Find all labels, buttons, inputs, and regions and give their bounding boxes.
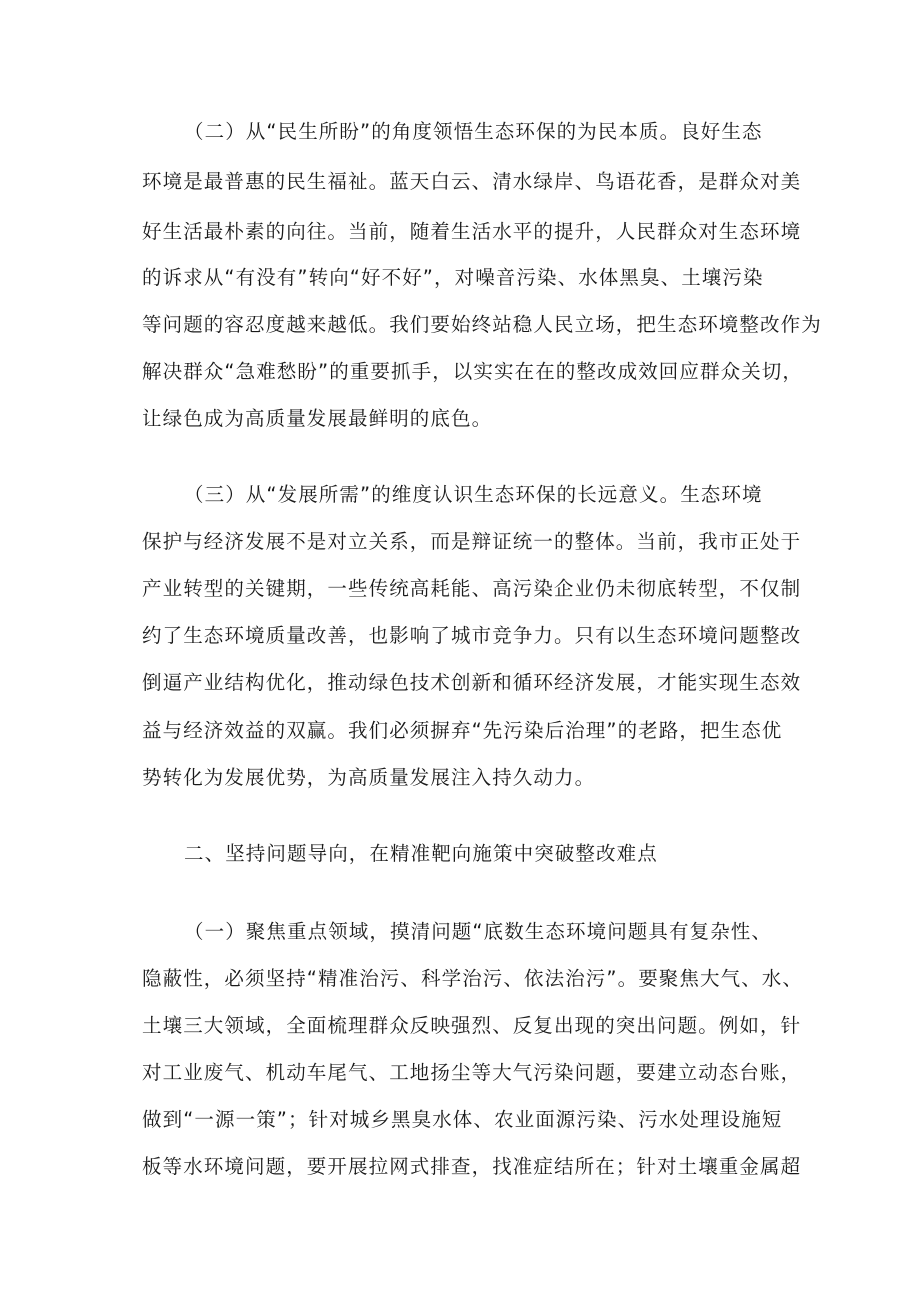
paragraph-line: 让绿色成为高质量发展最鲜明的底色。 [142, 407, 493, 430]
paragraph-line: 产业转型的关键期，一些传统高耗能、高污染企业仍未彻底转型，不仅制 [142, 577, 802, 600]
paragraph-line: 势转化为发展优势，为高质量发展注入持久动力。 [142, 766, 596, 789]
paragraph-line: 等问题的容忍度越来越低。我们要始终站稳人民立场，把生态环境整改作为 [142, 313, 822, 336]
paragraph-line: （二）从“民生所盼”的角度领悟生态环保的为民本质。良好生态 [184, 120, 763, 143]
paragraph-line: （一）聚焦重点领域，摸清问题“底数生态环境问题具有复杂性、 [184, 920, 773, 943]
paragraph-line: 土壤三大领域，全面梳理群众反映强烈、反复出现的突出问题。例如，针 [142, 1014, 802, 1037]
paragraph-line: 保护与经济发展不是对立关系，而是辩证统一的整体。当前，我市正处于 [142, 530, 802, 553]
paragraph-line: 约了生态环境质量改善，也影响了城市竞争力。只有以生态环境问题整改 [142, 624, 802, 647]
section-heading: 二、坚持问题导向，在精准靶向施策中突破整改难点 [184, 842, 658, 865]
paragraph-line: 环境是最普惠的民生福祉。蓝天白云、清水绿岸、鸟语花香，是群众对美 [142, 170, 802, 193]
paragraph-line: 益与经济效益的双赢。我们必须摒弃“先污染后治理”的老路，把生态优 [142, 719, 783, 742]
paragraph-line: 解决群众“急难愁盼”的重要抓手，以实实在在的整改成效回应群众关切， [142, 360, 804, 383]
paragraph-line: 隐蔽性，必须坚持“精准治污、科学治污、依法治污”。要聚焦大气、水、 [142, 967, 804, 990]
paragraph-line: （三）从“发展所需”的维度认识生态环保的长远意义。生态环境 [184, 483, 763, 506]
paragraph-line: 板等水环境问题，要开展拉网式排查，找准症结所在；针对土壤重金属超 [142, 1155, 802, 1178]
paragraph-line: 倒逼产业结构优化，推动绿色技术创新和循环经济发展，才能实现生态效 [142, 671, 802, 694]
paragraph-line: 的诉求从“有没有”转向“好不好”，对噪音污染、水体黑臭、土壤污染 [142, 266, 764, 289]
paragraph-line: 对工业废气、机动车尾气、工地扬尘等大气污染问题，要建立动态台账， [142, 1061, 802, 1084]
paragraph-line: 好生活最朴素的向往。当前，随着生活水平的提升，人民群众对生态环境 [142, 220, 802, 243]
paragraph-line: 做到“一源一策”；针对城乡黑臭水体、农业面源污染、污水处理设施短 [142, 1108, 783, 1131]
